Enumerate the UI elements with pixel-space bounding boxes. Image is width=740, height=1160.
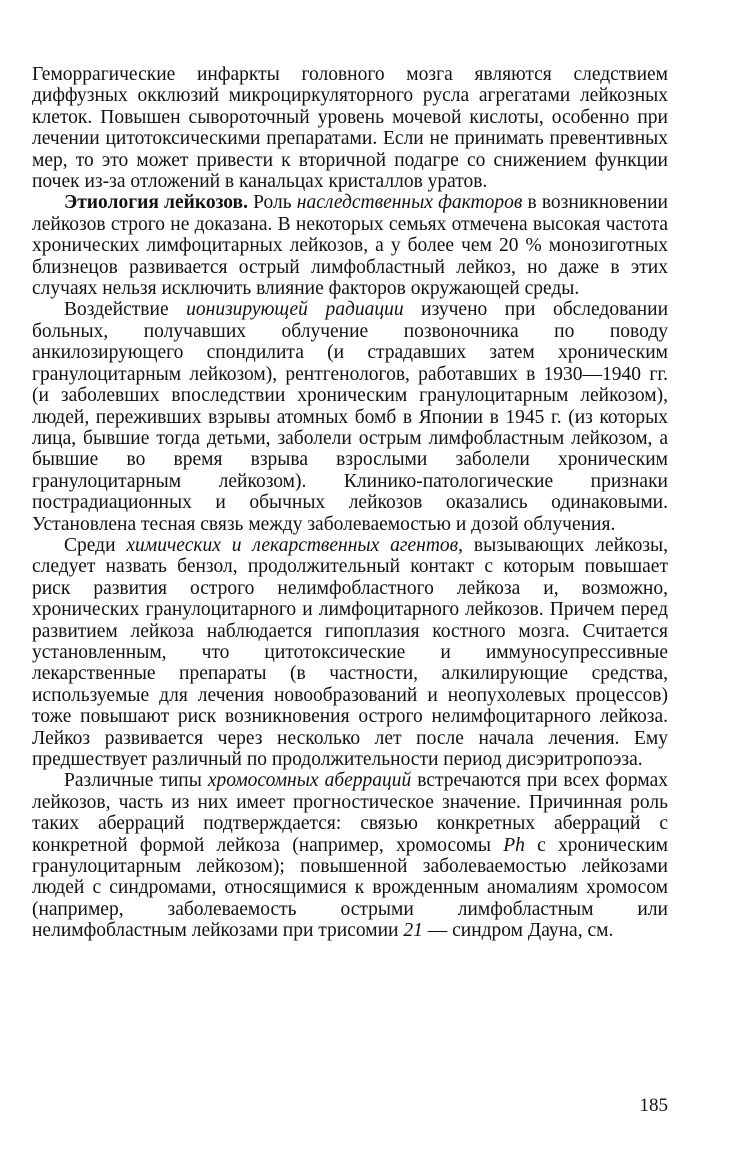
- paragraph-text: Различные типы: [64, 770, 208, 792]
- emphasis-term: наследственных факторов: [296, 192, 523, 214]
- paragraph-text: Среди: [64, 534, 127, 556]
- section-heading: Этиология лейкозов.: [64, 192, 248, 214]
- paragraph-text: Роль: [247, 192, 297, 214]
- paragraph-text: , вызывающих лейкозы, следует назвать бензол, продолжительный контакт с которым повышает риск развития острого нелимфобластного лейкоза и, возможно, хронических гранулоцитарного и лимфоцитарного лейкозов. Причем перед развитием лейкоза наблюдается гипоплазия костного мозга. Считается установленным, что цитотоксические и иммуносупрессивные лекарственные препараты (в частности, алкилирующие средства, используемые для лечения новообразований и неопухолевых процессов) тоже повышают риск возникновения острого нелимфоцитарного лейкоза. Лейкоз развивается через несколько лет после начала лечения. Ему предшествует различный по продолжительности период дисэритропоэза.: [32, 534, 668, 770]
- emphasis-term: Ph: [503, 834, 525, 856]
- emphasis-term: химических и лекарственных агентов: [126, 534, 459, 556]
- paragraph-text: Воздействие: [64, 299, 187, 321]
- emphasis-term: 21: [403, 920, 423, 942]
- paragraph-text: изучено при обследовании больных, получавших облучение позвоночника по поводу анкилозирующего спондилита (и страдавших затем хроническим гранулоцитарным лейкозом), рентгенологов, работавших в 1930—1940 гг. (и заболевших впоследствии хроническим гранулоцитарным лейкозом), людей, переживших взрывы атомных бомб в Японии в 1945 г. (из которых лица, бывшие тогда детьми, заболели острым лимфобластным лейкозом, а бывшие во время взрыва взрослыми заболели хроническим гранулоцитарным лейкозом). Клинико-патологические признаки пострадиационных и обычных лейкозов оказались одинаковыми. Установлена тесная связь между заболеваемостью и дозой облучения.: [32, 299, 669, 535]
- paragraph-hemorrhagic-infarcts: [32, 64, 668, 192]
- emphasis-term: ионизирующей радиации: [186, 299, 404, 321]
- page-body: [32, 64, 668, 942]
- page-number: 185: [639, 1095, 668, 1116]
- emphasis-term: хромосомных аберраций: [207, 770, 412, 792]
- paragraph-chromosomal-aberrations: [32, 770, 668, 941]
- paragraph-text: Геморрагические инфаркты головного мозга являются следствием диффузных окклюзий микроциркуляторного русла агрегатами лейкозных клеток. Повышен сывороточный уровень мочевой кислоты, особенно при лечении цитотоксическими препаратами. Если не принимать превентивных мер, то это может привести к вторичной подагре со снижением функции почек из-за отложений в канальцах кристаллов уратов.: [32, 64, 668, 193]
- paragraph-text: в возникновении лейкозов строго не доказана. В некоторых семьях отмечена высокая частота хронических лимфоцитарных лейкозов, а у более чем 20 % монозиготных близнецов развивается острый лимфобластный лейкоз, но даже в этих случаях нельзя исключить влияние факторов окружающей среды.: [32, 192, 668, 300]
- paragraph-text: встречаются при всех формах лейкозов, часть из них имеет прогностическое значение. Причинная роль таких аберраций подтверждается: связью конкретных аберраций с конкретной формой лейкоза (например, хромосомы: [32, 770, 668, 856]
- paragraph-ionizing-radiation: [32, 299, 668, 534]
- paragraph-text: — синдром Дауна, см.: [422, 920, 614, 942]
- paragraph-chemical-agents: [32, 535, 668, 770]
- paragraph-etiology: [32, 192, 668, 299]
- paragraph-text: с хроническим гранулоцитарным лейкозом); повышенной заболеваемостью лейкозами людей с синдромами, относящимися к врожденным аномалиям хромосом (например, заболеваемость острыми лимфобластным или нелимфобластным лейкозами при трисомии: [32, 834, 668, 942]
